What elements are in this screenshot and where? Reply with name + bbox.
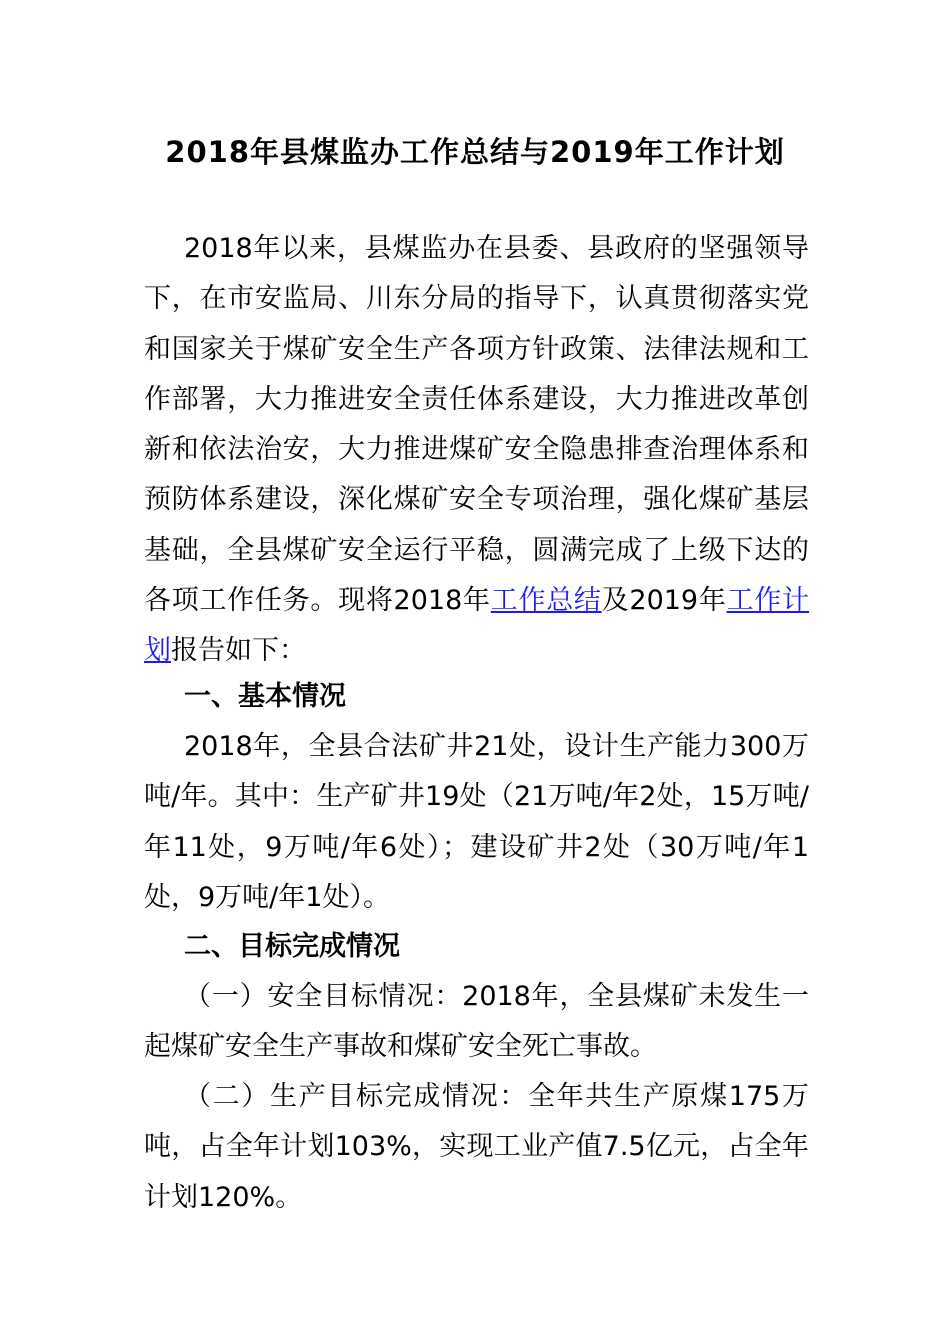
intro-text-end: 报告如下：: [171, 635, 306, 667]
basic-situation-paragraph: 2018年，全县合法矿井21处，设计生产能力300万吨/年。其中：生产矿井19处（21万吨/年2处，15万吨/年11处，9万吨/年6处）；建设矿井2处（30万吨/年1处，9万吨/年1处）。: [144, 731, 809, 913]
intro-paragraph: [144, 224, 809, 677]
section-heading-basic: 一、基本情况: [184, 681, 346, 712]
intro-text: 2018年以来，县煤监办在县委、县政府的坚强领导下，在市安监局、川东分局的指导下，认真贯彻落实党和国家关于煤矿安全生产各项方针政策、法律法规和工作部署，大力推进安全责任体系建设，大力推进改革创新和依法治安，大力推进煤矿安全隐患排查治理体系和预防体系建设，深化煤矿安全专项治理，强化煤矿基层基础，全县煤矿安全运行平稳，圆满完成了上级下达的各项工作任务。现将2018年: [144, 233, 809, 617]
production-goal-paragraph: （二）生产目标完成情况：全年共生产原煤175万吨，占全年计划103%，实现工业产值7.5亿元，占全年计划120%。: [144, 1081, 809, 1213]
safety-goal-paragraph: （一）安全目标情况：2018年，全县煤矿未发生一起煤矿安全生产事故和煤矿安全死亡事故。: [144, 981, 809, 1063]
work-plan-link[interactable]: 工作计划: [144, 585, 810, 667]
section-heading-goals: 二、目标完成情况: [184, 931, 400, 962]
work-summary-link[interactable]: 工作总结: [490, 585, 602, 617]
document-title: 2018年县煤监办工作总结与2019年工作计划: [165, 135, 785, 169]
intro-text-middle: 及2019年: [601, 585, 727, 617]
